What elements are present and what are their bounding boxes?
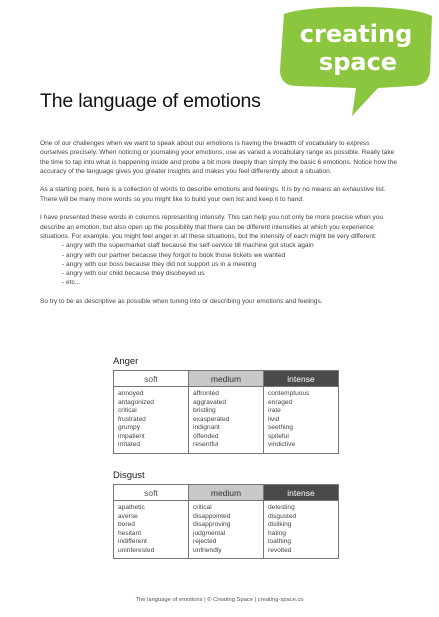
emotion-word: unfriendly xyxy=(193,546,222,554)
column-header-medium: medium xyxy=(189,485,264,501)
disgust-title: Disgust xyxy=(113,470,145,481)
anger-intense-cell xyxy=(264,387,339,454)
emotion-word: disgusted xyxy=(268,512,297,520)
emotion-word: grumpy xyxy=(118,424,140,431)
emotion-word: rejected xyxy=(193,538,217,545)
logo-line2: space xyxy=(318,48,398,76)
intro-paragraph-3: I have presented these words in columns representing intensity. This can help you not only be more precise when you describe an emotion, but also open up the possibility that there can be different intensities at which you experience situations. For example, you might feel anger in all these situations, but the intensity of each might be very different: xyxy=(40,214,384,240)
emotion-word: disliking xyxy=(268,521,292,528)
emotion-word: loathing xyxy=(268,538,292,545)
anger-title: Anger xyxy=(113,356,139,367)
emotion-word: livid xyxy=(268,415,280,423)
column-header-soft: soft xyxy=(114,485,189,501)
anger-soft-cell xyxy=(114,387,189,454)
logo-line1: creating xyxy=(299,20,413,48)
column-header-intense: intense xyxy=(264,485,339,501)
emotion-word: enraged xyxy=(268,398,293,406)
emotion-word: antagonized xyxy=(118,398,154,406)
example-item: - etc... xyxy=(62,278,398,287)
emotion-word: uninterested xyxy=(118,546,155,554)
emotion-word: disapproving xyxy=(193,521,231,528)
column-header-soft: soft xyxy=(114,371,189,387)
emotion-word: aggravated xyxy=(193,398,226,406)
emotion-word: contemptuous xyxy=(268,390,310,397)
page-title: The language of emotions xyxy=(40,90,261,112)
emotion-word: seething xyxy=(268,424,293,431)
emotion-word: spiteful xyxy=(268,432,289,440)
disgust-table xyxy=(113,484,339,559)
emotion-word: exasperated xyxy=(193,415,230,423)
anger-section xyxy=(113,356,339,454)
emotion-word: offended xyxy=(193,432,219,440)
emotion-word: detesting xyxy=(268,504,295,511)
emotion-word: indignant xyxy=(193,424,220,431)
emotion-word: irritated xyxy=(118,441,140,448)
anger-table xyxy=(113,370,339,454)
examples-list xyxy=(40,241,398,287)
emotion-word: annoyed xyxy=(118,390,144,397)
disgust-medium-cell xyxy=(189,501,264,559)
intro-paragraph-4: So try to be as descriptive as possible when tuning into or describing your emotions and feelings. xyxy=(40,298,323,306)
emotion-word: impatient xyxy=(118,432,145,440)
creating-space-logo xyxy=(270,6,436,116)
anger-medium-cell xyxy=(189,387,264,454)
page-footer: The language of emotions | © Creating Space | creating-space.co xyxy=(135,597,304,603)
column-header-intense: intense xyxy=(264,371,339,387)
emotion-word: critical xyxy=(193,504,212,511)
example-item: - angry with our child because they disobeyed us xyxy=(62,269,398,278)
emotion-word: bored xyxy=(118,521,135,528)
emotion-word: vindictive xyxy=(268,441,296,448)
emotion-word: resentful xyxy=(193,441,219,448)
emotion-word: irate xyxy=(268,407,281,414)
emotion-word: hesitant xyxy=(118,529,142,537)
emotion-word: critical xyxy=(118,407,137,414)
intro-paragraph-2: As a starting point, here is a collection of words to describe emotions and feelings. It is by no means an exhaustive list. There will be many more words so you might like to build your own list and keep it to hand. xyxy=(40,186,386,203)
intro-paragraph-1: One of our challenges when we want to speak about our emotions is having the breadth of vocabulary to express ourselves precisely. When noticing or journaling your emotions, use as varied a vocabulary range as possible. Really take the time to tap into what is happening inside and probe a bit more deeply than simply the basic 6 emotions. Notice how the accuracy of the language gives you greater insights and makes you feel differently about a situation. xyxy=(40,140,398,175)
column-header-medium: medium xyxy=(189,371,264,387)
emotion-word: hating xyxy=(268,529,286,537)
emotion-word: indifferent xyxy=(118,538,147,545)
emotion-word: frustrated xyxy=(118,415,146,423)
disgust-intense-cell xyxy=(264,501,339,559)
disgust-section xyxy=(113,470,339,559)
emotion-word: affronted xyxy=(193,390,219,397)
example-item: - angry with our boss because they did not support us in a meeting xyxy=(62,260,398,269)
emotion-word: bristling xyxy=(193,407,216,414)
emotion-word: revolted xyxy=(268,546,292,554)
emotion-word: disappointed xyxy=(193,512,231,520)
disgust-soft-cell xyxy=(114,501,189,559)
example-item: - angry with our partner because they forgot to book those tickets we wanted xyxy=(62,251,398,260)
emotion-word: apathetic xyxy=(118,504,145,511)
emotion-word: averse xyxy=(118,512,138,520)
emotion-word: judgmental xyxy=(193,529,226,537)
intro-text xyxy=(40,139,398,316)
example-item: - angry with the supermarket staff because the self-service till machine got stuck again xyxy=(62,241,398,250)
